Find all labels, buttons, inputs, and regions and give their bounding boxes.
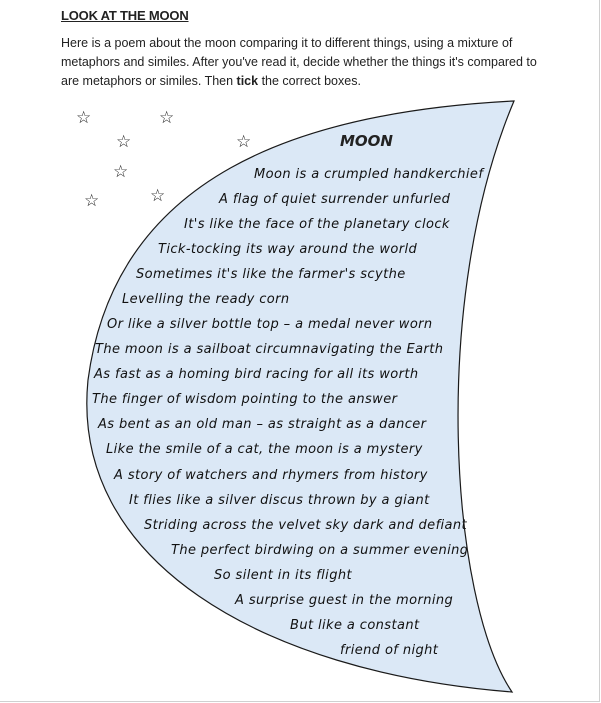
instructions-tick-word: tick — [236, 74, 259, 88]
poem-line: The perfect birdwing on a summer evening — [171, 543, 469, 558]
poem-line: A surprise guest in the morning — [235, 593, 454, 608]
poem-line: The moon is a sailboat circumnavigating the Earth — [95, 342, 444, 357]
poem-line: But like a constant — [290, 618, 420, 633]
instructions-part-2: the correct boxes. — [258, 74, 361, 88]
instructions-part-1: Here is a poem about the moon comparing it to different things, using a mixture of metaphors and similes. After you've read it, decide whether the things it's compared to are metaphors or similes. Then — [61, 36, 537, 88]
star-icon: ☆ — [236, 132, 252, 152]
poem-line: It's like the face of the planetary clock — [184, 217, 450, 232]
worksheet-heading: LOOK AT THE MOON — [61, 8, 189, 23]
star-icon: ☆ — [84, 191, 100, 211]
poem-line: As fast as a homing bird racing for all its worth — [94, 367, 419, 382]
poem-line: As bent as an old man – as straight as a dancer — [98, 417, 427, 432]
poem-line: So silent in its flight — [214, 568, 352, 583]
poem-line: A flag of quiet surrender unfurled — [219, 192, 451, 207]
poem-line: Or like a silver bottle top – a medal never worn — [107, 317, 433, 332]
poem-line: Tick-tocking its way around the world — [158, 242, 418, 257]
poem-line: Levelling the ready corn — [122, 292, 290, 307]
poem-title: MOON — [340, 132, 393, 150]
poem-line: Sometimes it's like the farmer's scythe — [136, 267, 406, 282]
poem-line: The finger of wisdom pointing to the answer — [92, 392, 398, 407]
poem-line: friend of night — [340, 643, 439, 658]
poem-line: Moon is a crumpled handkerchief — [254, 167, 484, 182]
star-icon: ☆ — [159, 108, 175, 128]
poem-line: It flies like a silver discus thrown by a giant — [129, 493, 430, 508]
star-icon: ☆ — [116, 132, 132, 152]
poem-line: A story of watchers and rhymers from history — [114, 468, 428, 483]
star-icon: ☆ — [113, 162, 129, 182]
poem-line: Striding across the velvet sky dark and defiant — [144, 518, 468, 533]
star-icon: ☆ — [150, 186, 166, 206]
star-icon: ☆ — [76, 108, 92, 128]
poem-line: Like the smile of a cat, the moon is a mystery — [106, 442, 423, 457]
